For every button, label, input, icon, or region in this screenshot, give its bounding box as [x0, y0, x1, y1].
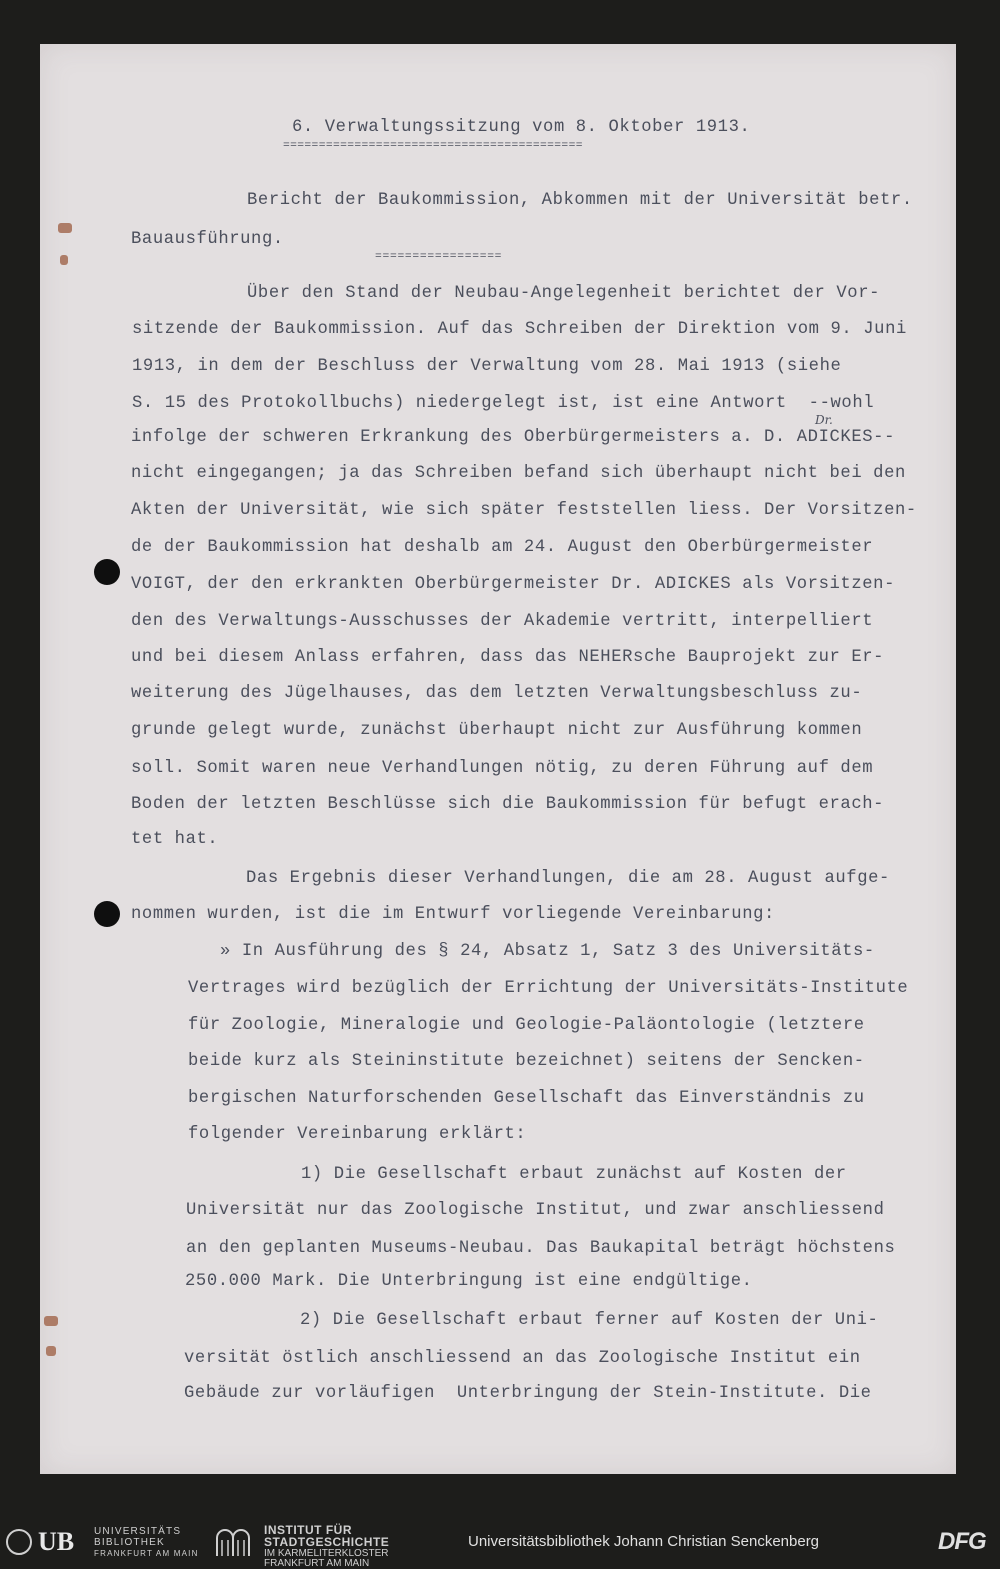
ub-line: FRANKFURT AM MAIN — [94, 1549, 199, 1558]
list-item-line: 1) Die Gesellschaft erbaut zunächst auf Kosten der — [301, 1165, 847, 1184]
footer-bar — [0, 1517, 1000, 1567]
body-line: soll. Somit waren neue Verhandlungen nötig, zu deren Führung auf dem — [131, 759, 874, 778]
isg-line: INSTITUT FÜR — [264, 1523, 352, 1537]
dfg-logo[interactable]: DFG — [938, 1528, 986, 1555]
list-item-line: Universität nur das Zoologische Institut, und zwar anschliessend — [186, 1201, 885, 1220]
body-line: 1913, in dem der Beschluss der Verwaltung vom 28. Mai 1913 (siehe — [132, 357, 842, 376]
rust-mark — [60, 255, 68, 265]
quote-line: » In Ausführung des § 24, Absatz 1, Satz 3 des Universitäts- — [220, 942, 875, 961]
body-line: Das Ergebnis dieser Verhandlungen, die am 28. August aufge- — [246, 869, 890, 888]
list-item-line: Gebäude zur vorläufigen Unterbringung der Stein-Institute. Die — [184, 1384, 872, 1403]
rust-mark — [44, 1316, 58, 1326]
rust-mark — [58, 223, 72, 233]
isg-logo-text — [264, 1525, 389, 1569]
list-item-line: versität östlich anschliessend an das Zoologische Institut ein — [184, 1349, 861, 1368]
subject-underline: ================= — [375, 251, 503, 263]
subject-line: Bericht der Baukommission, Abkommen mit der Universität betr. — [247, 191, 913, 210]
handwritten-annotation: Dr. — [815, 413, 833, 427]
isg-logo-icon[interactable] — [213, 1526, 253, 1558]
body-line: nommen wurden, ist die im Entwurf vorliegende Vereinbarung: — [131, 905, 775, 924]
isg-line: IM KARMELITERKLOSTER — [264, 1548, 389, 1559]
list-item-line: an den geplanten Museums-Neubau. Das Baukapital beträgt höchstens — [186, 1239, 896, 1258]
list-item-line: 2) Die Gesellschaft erbaut ferner auf Kosten der Uni- — [300, 1311, 879, 1330]
isg-line: STADTGESCHICHTE — [264, 1535, 390, 1549]
rust-mark — [46, 1346, 56, 1356]
body-line: nicht eingegangen; ja das Schreiben befand sich überhaupt nicht bei den — [131, 464, 906, 483]
library-credit: Universitätsbibliothek Johann Christian Senckenberg — [468, 1533, 820, 1550]
ub-logo[interactable] — [6, 1527, 74, 1557]
body-line: Akten der Universität, wie sich später feststellen liess. Der Vorsitzen- — [131, 501, 917, 520]
body-line: Über den Stand der Neubau-Angelegenheit berichtet der Vor- — [247, 284, 881, 303]
ub-logo-mark: UB — [38, 1527, 75, 1556]
ub-line: BIBLIOTHEK — [94, 1537, 165, 1548]
ub-logo-text — [94, 1526, 199, 1559]
title-underline: ========================================== — [283, 140, 583, 152]
quote-line: folgender Vereinbarung erklärt: — [188, 1125, 527, 1144]
body-line: Boden der letzten Beschlüsse sich die Baukommission für befugt erach- — [131, 795, 885, 814]
body-line: de der Baukommission hat deshalb am 24. August den Oberbürgermeister — [131, 538, 874, 557]
page-title: 6. Verwaltungssitzung vom 8. Oktober 1913. — [292, 118, 751, 137]
body-line: VOIGT, der den erkrankten Oberbürgermeister Dr. ADICKES als Vorsitzen- — [131, 575, 895, 594]
seal-icon — [6, 1529, 32, 1555]
body-line: S. 15 des Protokollbuchs) niedergelegt ist, ist eine Antwort --wohl — [132, 394, 875, 413]
subject-line: Bauausführung. — [131, 230, 284, 249]
body-line: grunde gelegt wurde, zunächst überhaupt nicht zur Ausführung kommen — [131, 721, 863, 740]
quote-line: für Zoologie, Mineralogie und Geologie-Paläontologie (letztere — [188, 1016, 865, 1035]
body-line: weiterung des Jügelhauses, das dem letzten Verwaltungsbeschluss zu- — [131, 684, 863, 703]
ub-line: UNIVERSITÄTS — [94, 1526, 182, 1537]
body-line: sitzende der Baukommission. Auf das Schreiben der Direktion vom 9. Juni — [132, 320, 907, 339]
punch-hole-upper — [94, 559, 120, 585]
body-line: und bei diesem Anlass erfahren, dass das NEHERsche Bauprojekt zur Er- — [131, 648, 885, 667]
body-line: tet hat. — [131, 830, 219, 849]
quote-line: Vertrages wird bezüglich der Errichtung der Universitäts-Institute — [188, 979, 909, 998]
body-line: infolge der schweren Erkrankung des Oberbürgermeisters a. D. ADICKES-- — [131, 428, 895, 447]
isg-line: FRANKFURT AM MAIN — [264, 1558, 370, 1569]
body-line: den des Verwaltungs-Ausschusses der Akademie vertritt, interpelliert — [131, 612, 874, 631]
list-item-line: 250.000 Mark. Die Unterbringung ist eine endgültige. — [185, 1272, 753, 1291]
quote-line: bergischen Naturforschenden Gesellschaft das Einverständnis zu — [188, 1089, 865, 1108]
punch-hole-lower — [94, 901, 120, 927]
quote-line: beide kurz als Steininstitute bezeichnet) seitens der Sencken- — [188, 1052, 865, 1071]
